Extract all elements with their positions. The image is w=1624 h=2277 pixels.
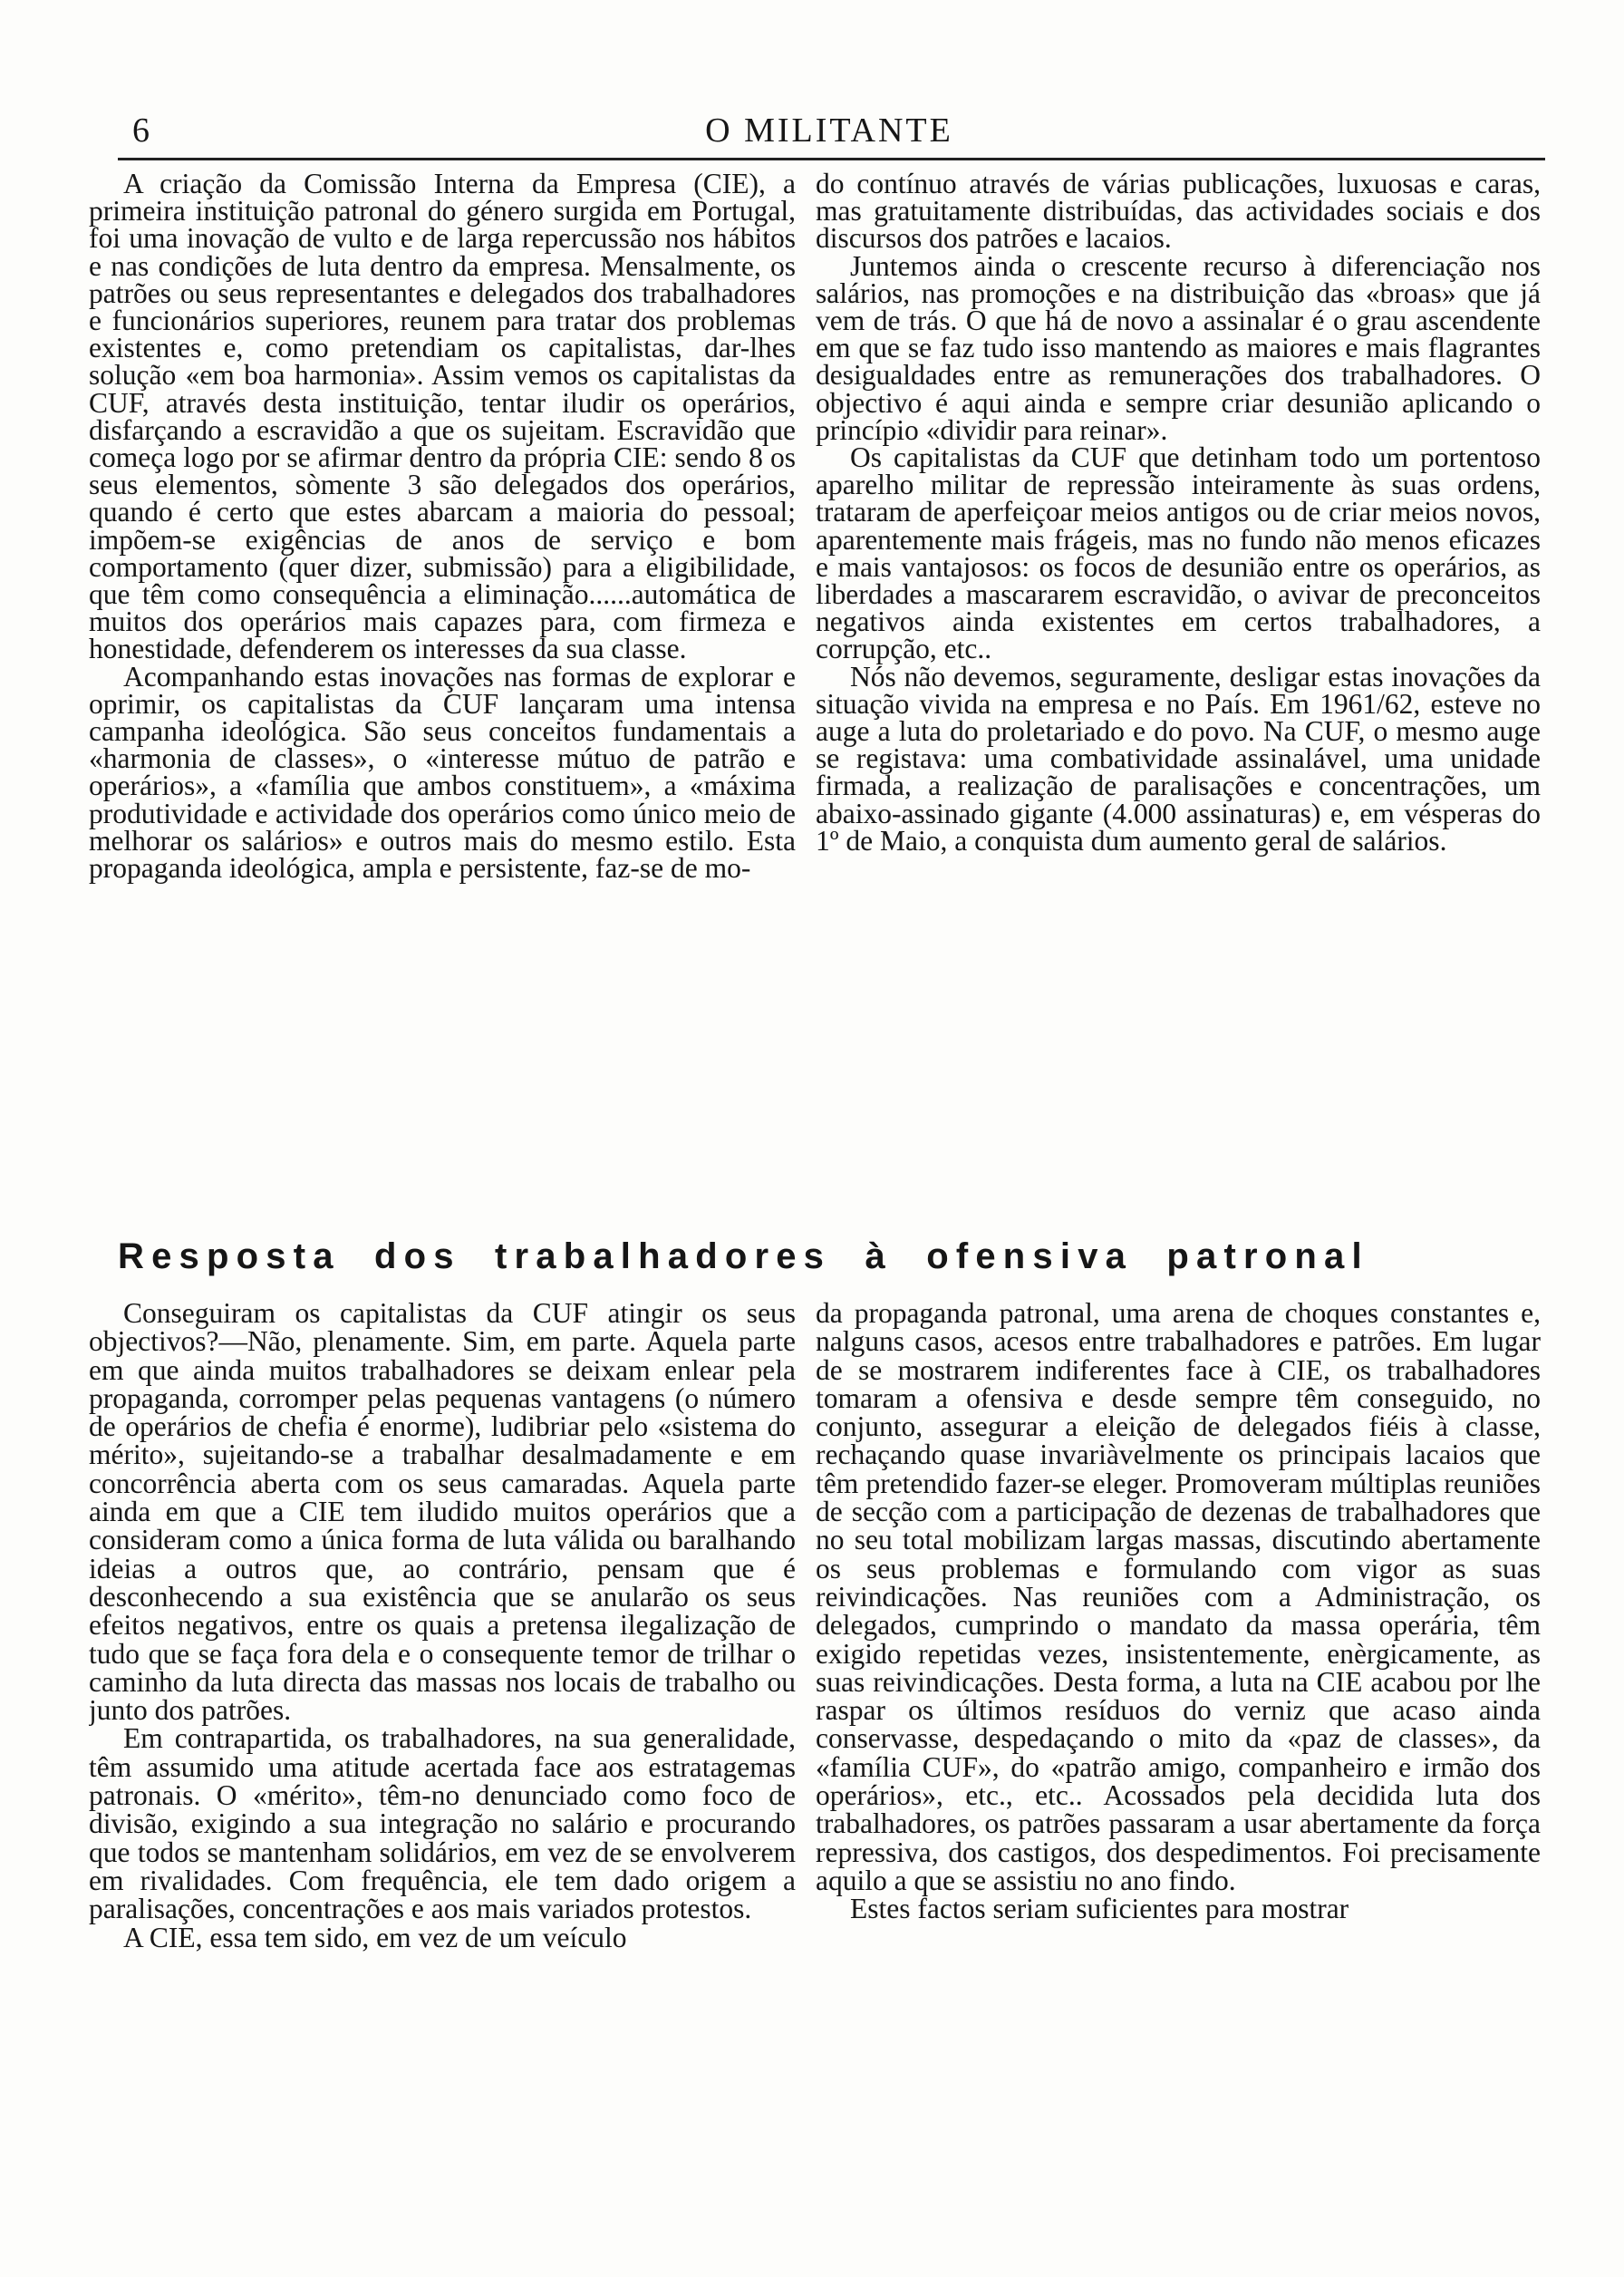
paragraph: Os capitalistas da CUF que detinham todo um portentoso aparelho militar de repressão inteiramente às suas ordens, trataram de aperfeiçoar meios antigos ou de criar meios novos, aparentemente mais frágeis, mas no fundo não menos eficazes e mais vantajosos: os focos de desunião entre os operários, as liberdades a mascararem escravidão, o avivar de preconceitos negativos ainda existentes em certos trabalhadores, a corrupção, etc.. [816,441,1541,665]
paragraph: Conseguiram os capitalistas da CUF atingir os seus objectivos?—Não, plenamente. Sim, em parte. Aquela parte em que ainda muitos trabalhadores se deixam enlear pela propaganda, corromper pelas pequenas vantagens (o número de operários de chefia é enorme), ludibriar pelo «sistema do mérito», sujeitando-se a trabalhar desalmadamente e em concorrência aberta com os seus camaradas. Aquela parte ainda em que a CIE tem iludido muitos operários que a consideram como a única forma de luta válida ou baralhando ideias a outros que, ao contrário, pensam que é desconhecendo a sua existência que se anularão os seus efeitos negativos, entre os quais a pretensa ilegalização de tudo que se faça fora dela e o consequente temor de trilhar o caminho da luta directa das massas nos locais de trabalho ou junto dos patrões. [89,1299,796,1727]
running-head [118,107,1541,154]
paragraph: A CIE, essa tem sido, em vez de um veículo [123,1921,627,1953]
journal-title: O MILITANTE [705,111,953,150]
paragraph: Acompanhando estas inovações nas formas de explorar e oprimir, os capitalistas da CUF lançaram uma intensa campanha ideológica. São seus conceitos fundamentais a «harmonia de classes», o «interesse mútuo de patrão e operários», a «família que ambos constituem», a «máxima produtividade e actividade dos operários como único meio de melhorar os salários» e outros mais do mesmo estilo. Esta propaganda ideológica, ampla e persistente, faz-se de mo- [89,660,796,885]
page-number: 6 [132,111,152,150]
paragraph: Em contrapartida, os trabalhadores, na sua generalidade, têm assumido uma atitude acertada face aos estratagemas patronais. O «mérito», têm-no denunciado como foco de divisão, exigindo a sua integração no salário e procurando que todos se mantenham solidários, em vez de se envolverem em rivalidades. Com frequência, ele tem dado origem a paralisações, concentrações e aos mais variados protestos. [89,1722,796,1925]
section-heading: Resposta dos trabalhadores à ofensiva patronal [118,1236,1369,1276]
article-column-bottom-left [89,1299,796,2260]
paragraph: Juntemos ainda o crescente recurso à diferenciação nos salários, nas promoções e na distribuição das «broas» que já vem de trás. O que há de novo a assinalar é o grau ascendente em que se faz tudo isso mantendo as maiores e mais flagrantes desigualdades entre as remunerações dos trabalhadores. O objectivo é aqui ainda e sempre criar desunião aplicando o princípio «dividir para reinar». [816,249,1541,446]
article-column-bottom-right [816,1299,1541,2260]
paragraph: da propaganda patronal, uma arena de choques constantes e, nalguns casos, acesos entre trabalhadores e patrões. Em lugar de se mostrarem indiferentes face à CIE, os trabalhadores tomaram a ofensiva e desde sempre têm conseguido, no conjunto, assegurar a eleição de delegados fiéis à classe, rechaçando quase invariàvelmente os principais lacaios que têm pretendido fazer-se eleger. Promoveram múltiplas reuniões de secção com a participação de dezenas de trabalhadores que no seu total mobilizam largas massas, discutindo abertamente os seus problemas e formulando com vigor as suas reivindicações. Nas reuniões com a Administração, os delegados, cumprindo o mandato da massa operária, têm exigido repetidas vezes, insistentemente, enèrgicamente, as suas reivindicações. Desta forma, a luta na CIE acabou por lhe raspar os últimos resíduos do verniz que acaso ainda conservasse, despedaçando o mito da «paz de classes», da «família CUF», do «patrão amigo, companheiro e irmão dos operários», etc., etc.. Acossados pela decidida luta dos trabalhadores, os patrões passaram a usar abertamente da força repressiva, dos castigos, dos despedimentos. Foi precisamente aquilo a que se assistiu no ano findo. [816,1299,1541,1896]
header-rule [118,158,1545,160]
article-column-top-left [89,170,796,1229]
paragraph: do contínuo através de várias publicações, luxuosas e caras, mas gratuitamente distribuídas, das actividades sociais e dos discursos dos patrões e lacaios. [816,170,1541,255]
paragraph: Nós não devemos, seguramente, desligar estas inovações da situação vivida na empresa e no País. Em 1961/62, esteve no auge a luta do proletariado e do povo. Na CUF, o mesmo auge se registava: uma combatividade assinalável, uma unidade firmada, a realização de paralisações e concentrações, um abaixo-assinado gigante (4.000 assinaturas) e, em vésperas do 1º de Maio, a conquista dum aumento geral de salários. [816,660,1541,857]
paragraph: Estes factos seriam suficientes para mostrar [850,1893,1349,1925]
paragraph: A criação da Comissão Interna da Empresa (CIE), a primeira instituição patronal do género surgida em Portugal, foi uma inovação de vulto e de larga repercussão nos hábitos e nas condições de luta dentro da empresa. Mensalmente, os patrões ou seus representantes e delegados dos trabalhadores e funcionários superiores, reunem para tratar dos problemas existentes e, como pretendiam os capitalistas, dar-lhes solução «em boa harmonia». Assim vemos os capitalistas da CUF, através desta instituição, tentar iludir os operários, disfarçando a escravidão a que os sujeitam. Escravidão que começa logo por se afirmar dentro da própria CIE: sendo 8 os seus elementos, sòmente 3 são delegados dos operários, quando é certo que estes abarcam a maioria do pessoal; impõem-se exigências de anos de serviço e bom comportamento (quer dizer, submissão) para a eligibilidade, que têm como consequência a eliminação......automática de muitos dos operários mais capazes para, com firmeza e honestidade, defenderem os interesses da sua classe. [89,170,796,665]
article-column-top-right [816,170,1541,1229]
